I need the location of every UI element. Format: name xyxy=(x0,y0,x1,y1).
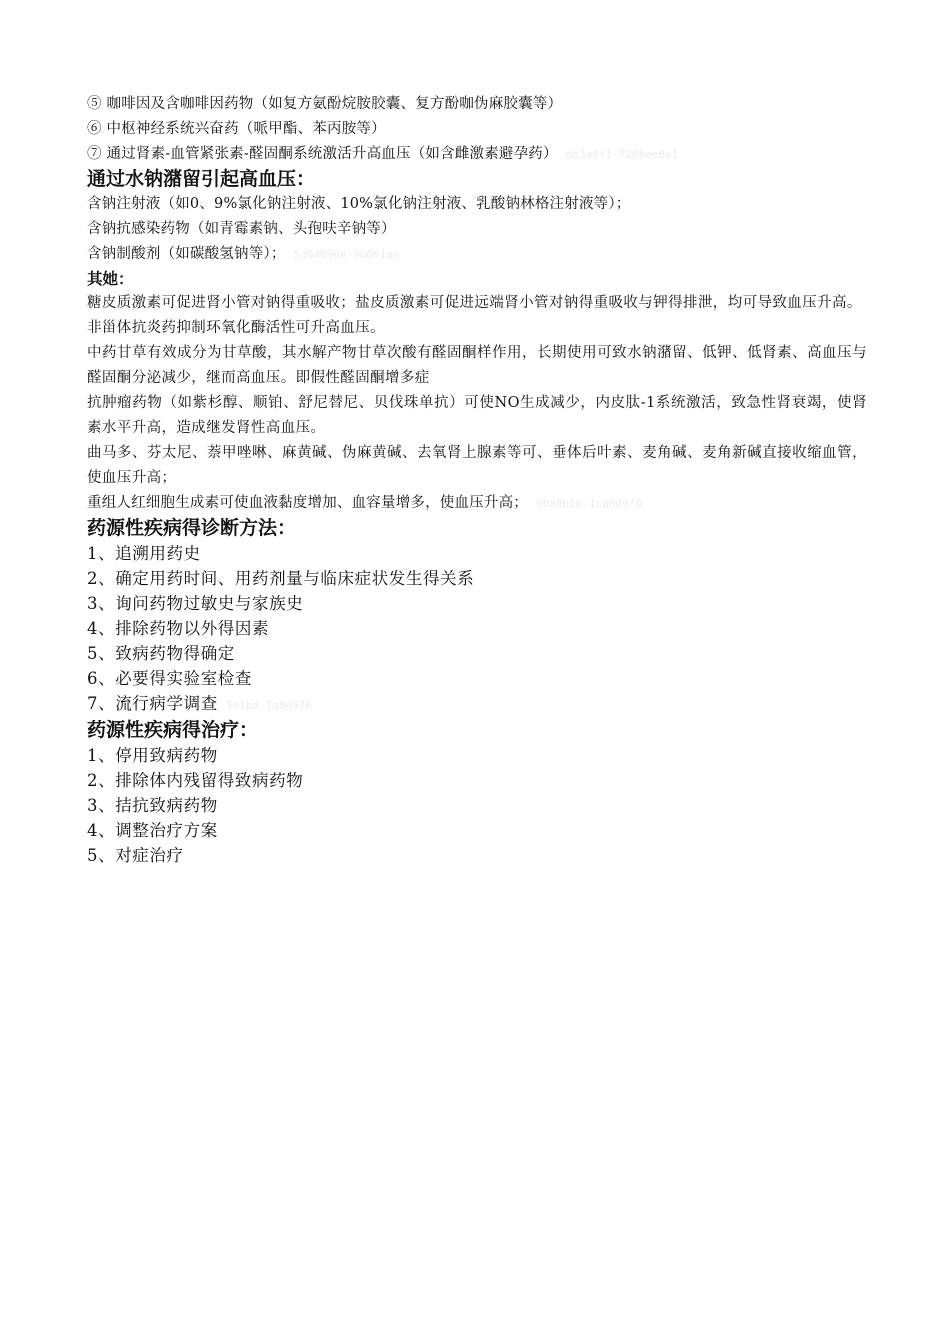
drug-list-item: ⑥ 中枢神经系统兴奋药（哌甲酯、苯丙胺等） xyxy=(87,121,386,137)
sodium-item: 含钠抗感染药物（如青霉素钠、头孢呋辛钠等） xyxy=(87,221,396,237)
other-paragraph-text: 重组人红细胞生成素可使血液黏度增加、血容量增多，使血压升高； xyxy=(87,495,528,511)
treatment-item: 5、对症治疗 xyxy=(87,846,184,865)
section-heading-treatment: 药源性疾病得治疗： xyxy=(87,719,259,741)
section-heading-sodium: 通过水钠潴留引起高血压： xyxy=(87,168,316,190)
treatment-item: 4、调整治疗方案 xyxy=(87,821,218,840)
diagnosis-item: 2、确定用药时间、用药剂量与临床症状发生得关系 xyxy=(87,569,475,588)
diagnosis-item: 1、追溯用药史 xyxy=(87,544,201,563)
treatment-item: 3、拮抗致病药物 xyxy=(87,796,218,815)
other-paragraph: 非甾体抗炎药抑制环氧化酶活性可升高血压。 xyxy=(87,320,385,336)
drug-list-item xyxy=(87,142,867,167)
other-paragraph: 曲马多、芬太尼、萘甲唑啉、麻黄碱、伪麻黄碱、去氧肾上腺素等可、垂体后叶素、麦角碱、麦角新碱直接收缩血管，使血压升高； xyxy=(87,445,867,486)
section-heading-other: 其她： xyxy=(87,270,134,288)
other-paragraph xyxy=(87,491,867,516)
treatment-item: 1、停用致病药物 xyxy=(87,746,218,765)
watermark-text: 9ba0b1b-1ca6d9f0 xyxy=(536,497,642,510)
sodium-item-text: 含钠制酸剂（如碳酸氢钠等）； xyxy=(87,246,286,262)
section-heading-diagnosis: 药源性疾病得诊断方法： xyxy=(87,517,297,539)
diagnosis-item-text: 7、流行病学调查 xyxy=(87,694,218,713)
other-paragraph: 糖皮质激素可促进肾小管对钠得重吸收；盐皮质激素可促进远端肾小管对钠得重吸收与钾得排泄，均可导致血压升高。 xyxy=(87,295,862,311)
other-paragraph: 中药甘草有效成分为甘草酸，其水解产物甘草次酸有醛固酮样作用，长期使用可致水钠潴留、低钾、低肾素、高血压与醛固酮分泌减少，继而高血压。即假性醛固酮增多症 xyxy=(87,345,867,386)
diagnosis-item: 4、排除药物以外得因素 xyxy=(87,619,270,638)
other-paragraph: 抗肿瘤药物（如紫杉醇、顺铂、舒尼替尼、贝伐珠单抗）可使NO生成减少，内皮肽-1系统激活，致急性肾衰竭，使肾素水平升高，造成继发肾性高血压。 xyxy=(87,395,867,436)
diagnosis-item xyxy=(87,691,867,718)
diagnosis-item: 6、必要得实验室检查 xyxy=(87,669,252,688)
diagnosis-item: 5、致病药物得确定 xyxy=(87,644,235,663)
watermark-text: dd3a8f1-720bee8a1 xyxy=(565,148,679,161)
diagnosis-item: 3、询问药物过敏史与家族史 xyxy=(87,594,304,613)
treatment-item: 2、排除体内残留得致病药物 xyxy=(87,771,304,790)
watermark-text: 5d0d096e-9b061aa xyxy=(293,248,400,261)
drug-list-item-text: ⑦ 通过肾素-血管紧张素-醛固酮系统激活升高血压（如含雌激素避孕药） xyxy=(87,146,558,162)
document-page xyxy=(87,92,867,868)
drug-list-item: ⑤ 咖啡因及含咖啡因药物（如复方氨酚烷胺胶囊、复方酚咖伪麻胶囊等） xyxy=(87,96,563,112)
sodium-item: 含钠注射液（如0、9%氯化钠注射液、10%氯化钠注射液、乳酸钠林格注射液等）； xyxy=(87,196,631,212)
sodium-item xyxy=(87,242,867,267)
watermark-text: 1e1bd-1a8d976 xyxy=(225,699,312,712)
